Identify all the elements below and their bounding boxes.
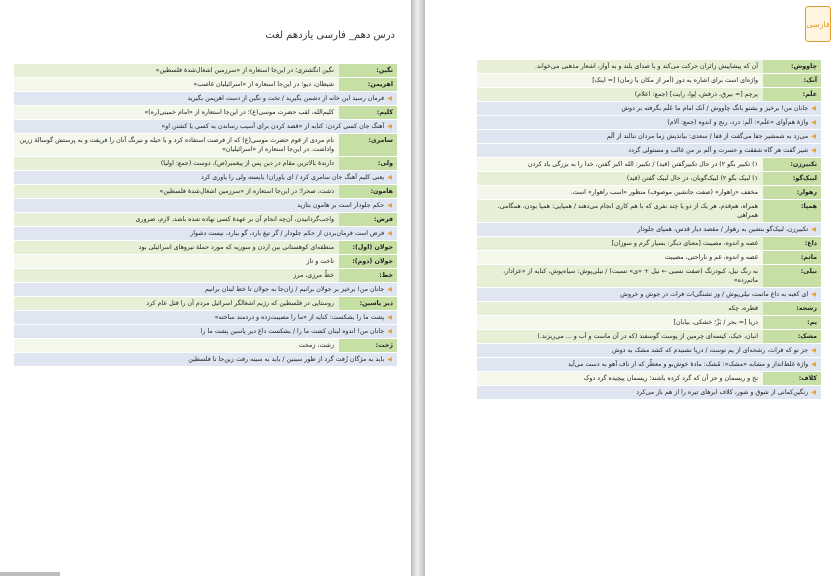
vocab-definition: واژه‌ای است برای اشاره به دور (اَمر از مکان یا زمان) [= اینک] [477, 74, 763, 87]
vocab-row [477, 158, 821, 172]
vocab-term: کلاف: [763, 372, 821, 385]
triangle-bullet-icon: ◀ [387, 123, 392, 130]
vocab-term: همپا: [763, 200, 821, 222]
vocab-definition: به رنگ نیل، کبودرنگ (صفت نسبی ← نیل + «ی» نسبت) / نیلی‌پوش: سیاه‌پوش، کنایه از «عزادار، ماتم‌زده» [477, 265, 763, 287]
verse-line [477, 288, 821, 302]
vocab-definition: خطّ مرزی، مرز [14, 269, 339, 282]
vocab-row [14, 297, 397, 311]
verse-text: فرض است فرمان‌بردن از حکم جلودار / گر تیغ بارد، گو ببارد، نیست دشوار [190, 230, 385, 237]
vocab-row [477, 372, 821, 386]
vocab-definition: کلیم‌الله، لقب حضرت موسی(ع)؛ در این‌جا استعاره از «امام خمینی(ره)» [14, 106, 339, 119]
verse-line [14, 171, 397, 185]
vocab-row [14, 64, 397, 78]
verse-line [14, 311, 397, 325]
vocab-term: جولان (اول): [339, 241, 397, 254]
vocab-term: جولان (دوم): [339, 255, 397, 268]
triangle-bullet-icon: ◀ [811, 119, 816, 126]
vocab-term: ماتم: [763, 251, 821, 264]
vocab-term: آنک: [763, 74, 821, 87]
book-gutter [411, 0, 425, 576]
verse-text: پشت ما را بشکست: کنایه از «ما را مصیبت‌زده و دردمند ساخته» [214, 314, 385, 321]
vocab-row [14, 241, 397, 255]
vocab-term: داغ: [763, 237, 821, 250]
triangle-bullet-icon: ◀ [387, 328, 392, 335]
vocab-term: چاووش: [763, 60, 821, 73]
vocab-definition: غصه و اندوه، غم و ناراحتی، مصیبت [477, 251, 763, 264]
verse-line [477, 358, 821, 372]
triangle-bullet-icon: ◀ [811, 389, 816, 396]
vocab-row [477, 330, 821, 344]
logo-text: فارسی [806, 19, 830, 29]
verse-text: حکم جلودار است بر هامون بتازید [297, 202, 385, 209]
vocab-definition: دریا [= بحر / بَزّ؛ خشکی، بیابان] [477, 316, 763, 329]
vocab-row [14, 269, 397, 283]
vocab-definition: پرچم [= بیرق، درفش، لِوا، رایت] (جمع: اعلام) [477, 88, 763, 101]
verse-text: شیر گفت هر گاه شفقت و حسرت و آلم بر من غالب و مستولی گردد [628, 147, 809, 154]
triangle-bullet-icon: ◀ [811, 226, 816, 233]
vocab-row [477, 302, 821, 316]
triangle-bullet-icon: ◀ [387, 95, 392, 102]
verse-text: می‌زد به شمشیر جفا می‌گفت از قفا / سعدی: بیاندیش زما مردان ننالند از اَلَم [606, 133, 809, 140]
vocab-definition: شیطان، دیو؛ در این‌جا استعاره از «اسرائیلیان غاصب» [14, 78, 339, 91]
vocab-row [14, 106, 397, 120]
vocab-row [14, 339, 397, 353]
vocab-term: فرض: [339, 213, 397, 226]
vocab-definition: روستایی در فلسطین که رژیم اشغالگر اسرائیل مردم آن را قتل عام کرد [14, 297, 339, 310]
vocab-definition: قطره، چکه [477, 302, 763, 315]
verse-line [477, 102, 821, 116]
vocab-definition: نگین انگشتری؛ در این‌جا استعاره از «سرزمین اشغال‌شدهٔ فلسطین» [14, 64, 339, 77]
vocab-term: لبیک‌گو: [763, 172, 821, 185]
verse-text: باید به مژگان زُفت گرد از طور سینین / باید به سینه رفت زین‌جا تا فلسطین [188, 356, 385, 363]
vocab-definition: آن که پیشاپیش زائران حرکت می‌کند و با صدای بلند و به آواز، اشعار مذهبی می‌خواند. [477, 60, 763, 73]
verse-text: ای کعبه به داغ ماتمت نیلی‌پوش / وز تشنگی‌ات فرات در جوش و خروش [620, 291, 809, 298]
verse-line [14, 92, 397, 106]
verse-line [477, 223, 821, 237]
triangle-bullet-icon: ◀ [811, 105, 816, 112]
vocab-row [477, 200, 821, 223]
vocab-definition: نام مردی از قوم حضرت موسی(ع) که از فرصت استفاده کرد و با حیله و نیرنگ آنان را فریفت و به پرستش گوسالهٔ زرین واداشت. در این‌جا استعاره از «اسرائیلیان» [14, 134, 339, 156]
vocab-table [477, 60, 821, 400]
vocab-term: دیر یاسین: [339, 297, 397, 310]
verse-line [477, 144, 821, 158]
triangle-bullet-icon: ◀ [811, 361, 816, 368]
vocab-term: ولی: [339, 157, 397, 170]
vocab-row [477, 186, 821, 200]
verse-line [477, 386, 821, 400]
verse-text: جانان من! اندوه لبنان کشت ما را / بشکست داغ دیر یاسین پشت ما را [200, 328, 385, 335]
vocab-row [14, 134, 397, 157]
book-logo [805, 6, 831, 42]
verse-line [14, 120, 397, 134]
verse-text: آهنگ جان کسی کردن: کنایه از «قصد کردن برای آسیب رساندن به کسی یا کشتن او» [161, 123, 385, 130]
verse-text: فرمان رسید این خانه از دشمن بگیرید / تخت و نگین از دست اهریمن بگیرید [187, 95, 385, 102]
verse-line [477, 344, 821, 358]
vocab-row [14, 255, 397, 269]
triangle-bullet-icon: ◀ [387, 202, 392, 209]
verse-line [14, 283, 397, 297]
verse-text: تکبیرزن، لبیک‌گو بنشین به رهوار / مقصد دیار قدس، همپای جلودار [637, 226, 809, 233]
vocab-row [14, 185, 397, 199]
verse-text: رنگین‌کمانی از شوق و شور، کلاف ابرهای تیره را از هم باز می‌کرد [636, 389, 809, 396]
vocab-definition: واجب‌گردانیدن، آن‌چه انجام آن بر عهدهٔ کسی نهاده شده باشد، لازم، ضروری [14, 213, 339, 226]
triangle-bullet-icon: ◀ [387, 286, 392, 293]
triangle-bullet-icon: ◀ [387, 314, 392, 321]
verse-text: واژهٔ غلط‌انداز و مشابه «مشک»: مُشک: مادهٔ خوش‌بو و معطّر که از ناف آهو به دست می‌آید [567, 361, 809, 368]
vocab-term: نگین: [339, 64, 397, 77]
vocab-definition: دارندهٔ بالاترین مقام در دین پس از پیغمبر(ص)، دوست (جمع: اولیا) [14, 157, 339, 170]
vocab-row [477, 74, 821, 88]
vocab-term: تکبیرزن: [763, 158, 821, 171]
right-page [425, 0, 837, 576]
vocab-definition: منطقه‌ای کوهستانی بین اردن و سوریه که مورد حملهٔ نیروهای اسرائیلی بود [14, 241, 339, 254]
vocab-row [14, 78, 397, 92]
vocab-term: مشک: [763, 330, 821, 343]
vocab-definition: نخ و ریسمان و جز آن که گرد کرده باشند؛ ریسمان پیچیده گرد دوک [477, 372, 763, 385]
verse-line [14, 227, 397, 241]
vocab-table [14, 64, 397, 367]
page-header: درس دهم_ فارسی یازدهم لغت [265, 30, 395, 41]
vocab-row [477, 265, 821, 288]
vocab-definition: غصه و اندوه، مصیبت [معنای دیگر: بسیار گرم و سوزان] [477, 237, 763, 250]
verse-text: یعنی کلیم آهنگ جان سامری کرد / ای یاوران! بایسته ولی را یاوری کرد [201, 174, 385, 181]
vocab-row [14, 157, 397, 171]
vocab-row [477, 316, 821, 330]
vocab-row [477, 60, 821, 74]
vocab-term: یم: [763, 316, 821, 329]
triangle-bullet-icon: ◀ [387, 174, 392, 181]
vocab-row [14, 213, 397, 227]
horizontal-scrollbar[interactable] [0, 572, 60, 576]
vocab-row [477, 88, 821, 102]
vocab-row [477, 237, 821, 251]
vocab-definition: زشت، زمخت [14, 339, 339, 352]
vocab-term: سامری: [339, 134, 397, 156]
verse-line [14, 353, 397, 367]
verse-text: واژهٔ هم‌آوای «علَم»: اَلَم: درد، رنج و اندوه (جمع: آلام) [667, 119, 809, 126]
left-page [0, 0, 411, 576]
vocab-term: اهریمن: [339, 78, 397, 91]
vocab-row [477, 251, 821, 265]
vocab-term: زَخت: [339, 339, 397, 352]
vocab-definition: دشت، صحرا؛ در این‌جا استعاره از «سرزمین اشغال‌شدهٔ فلسطین» [14, 185, 339, 198]
vocab-definition: ۱) تکبیر بگو ۲) در حال تکبیرگفتن (قید) / تکبیر: الله اکبر گفتن، خدا را به بزرگی یاد کردن [477, 158, 763, 171]
triangle-bullet-icon: ◀ [811, 133, 816, 140]
vocab-term: رهوار: [763, 186, 821, 199]
vocab-definition: انبان، خیک، کیسه‌ای چرمین از پوست گوسفند (که در آن ماست و آب و ... می‌ریزند.) [477, 330, 763, 343]
vocab-term: زشحه: [763, 302, 821, 315]
verse-line [14, 325, 397, 339]
vocab-term: نیلی: [763, 265, 821, 287]
vocab-row [477, 172, 821, 186]
vocab-term: هامون: [339, 185, 397, 198]
verse-text: جانان من! برخیز و بشنو بانگ چاووش / آنک امام ما عَلَم بگرفته بر دوش [621, 105, 809, 112]
verse-line [477, 130, 821, 144]
vocab-term: کلیم: [339, 106, 397, 119]
verse-text: جز تو که فرات، رشحه‌ای از یم توست / دریا نشنیدم که کشد مشک به دوش [611, 347, 809, 354]
vocab-definition: مخفف «راهوار» (صفت جانشین موصوف) منظور «اسب راهوار» است. [477, 186, 763, 199]
triangle-bullet-icon: ◀ [387, 356, 392, 363]
triangle-bullet-icon: ◀ [811, 147, 816, 154]
vocab-term: علَم: [763, 88, 821, 101]
triangle-bullet-icon: ◀ [387, 230, 392, 237]
vocab-term: خط: [339, 269, 397, 282]
triangle-bullet-icon: ◀ [811, 347, 816, 354]
triangle-bullet-icon: ◀ [811, 291, 816, 298]
verse-line [477, 116, 821, 130]
vocab-definition: ۱) لبیک بگو ۲) لبیک‌گویان، در حال لبیک گفتن (قید) [477, 172, 763, 185]
verse-line [14, 199, 397, 213]
verse-text: جانان من! برخیز بر جولان برانیم / زان‌جا به جولان تا خط لبنان برانیم [204, 286, 385, 293]
vocab-definition: تاخت و تاز [14, 255, 339, 268]
vocab-definition: همراه، هم‌قدم، هر یک از دو یا چند نفری که با هم کاری انجام می‌دهند / همپایی: همپا بودن، همگامی، همراهی [477, 200, 763, 222]
